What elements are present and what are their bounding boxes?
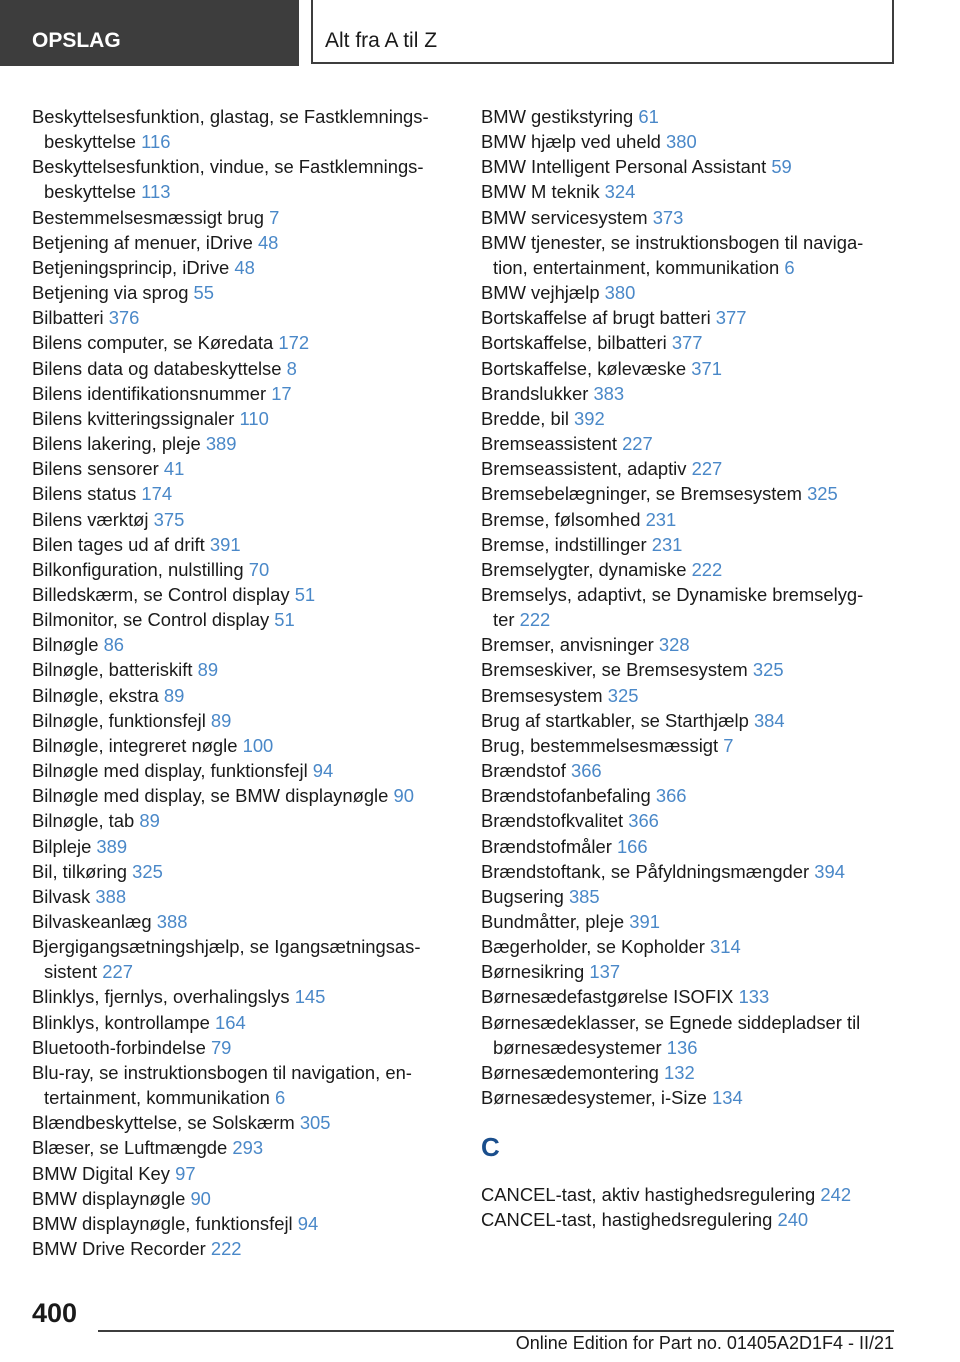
entry-page-link[interactable]: 132 xyxy=(664,1061,695,1083)
index-entry xyxy=(32,280,452,305)
index-entry xyxy=(32,984,452,1009)
index-entry xyxy=(32,733,452,758)
entry-text: Bilens data og databeskyttelse xyxy=(32,357,282,379)
entry-text: Bilvask xyxy=(32,885,91,907)
index-entry xyxy=(32,557,452,582)
index-entry xyxy=(481,783,901,808)
entry-text: Bil, tilkøring xyxy=(32,860,128,882)
entry-page-link[interactable]: 166 xyxy=(616,835,648,857)
index-entry xyxy=(481,708,901,733)
index-entry xyxy=(32,305,452,330)
entry-page-link[interactable]: 325 xyxy=(132,860,163,882)
index-entry xyxy=(481,179,901,204)
entry-text: Børnesædefastgørelse ISOFIX xyxy=(481,986,734,1008)
index-entry xyxy=(32,859,452,884)
index-entry xyxy=(32,1211,452,1236)
entry-page-link[interactable]: 134 xyxy=(712,1087,743,1109)
entry-text: Bortskaffelse af brugt batteri xyxy=(481,307,711,329)
entry-page-link[interactable]: 116 xyxy=(141,131,171,153)
header-section-tab xyxy=(0,0,299,66)
entry-page-link[interactable]: 6 xyxy=(275,1087,286,1109)
entry-page-link[interactable]: 110 xyxy=(239,407,269,429)
entry-page-link[interactable]: 79 xyxy=(210,1036,232,1058)
entry-text: BMW Intelligent Personal Assistant xyxy=(481,156,767,178)
entry-page-link[interactable]: 373 xyxy=(652,206,684,228)
entry-text: Børnesikring xyxy=(481,961,585,983)
index-entry xyxy=(481,1085,901,1110)
entry-text: BMW M teknik xyxy=(481,181,600,203)
entry-text: Bilnøgle, integreret nøgle xyxy=(32,734,238,756)
entry-text: Brug, bestemmelsesmæssigt xyxy=(481,734,719,756)
entry-page-link[interactable]: 389 xyxy=(96,835,128,857)
entry-page-link[interactable]: 388 xyxy=(156,911,188,932)
entry-page-link[interactable]: 51 xyxy=(294,583,316,605)
entry-text: Brændstof xyxy=(481,760,566,782)
entry-page-link[interactable]: 86 xyxy=(103,634,125,656)
entry-text: Betjening af menuer, iDrive xyxy=(32,231,253,253)
index-entry xyxy=(32,431,452,456)
entry-text: Bremse, indstillinger xyxy=(481,533,647,555)
entry-page-link[interactable]: 227 xyxy=(102,961,133,983)
entry-page-link[interactable]: 89 xyxy=(210,709,232,731)
entry-page-link[interactable]: 41 xyxy=(163,458,185,480)
index-entry xyxy=(481,481,901,506)
index-entry xyxy=(32,657,452,682)
index-entry xyxy=(481,808,901,833)
index-entry xyxy=(481,381,901,406)
index-entry xyxy=(481,431,901,456)
entry-page-link[interactable]: 375 xyxy=(153,508,185,530)
index-entry xyxy=(32,632,452,657)
header-title: Alt fra A til Z xyxy=(325,29,438,52)
entry-text: BMW gestikstyring xyxy=(481,106,634,127)
entry-page-link[interactable]: 137 xyxy=(589,961,621,983)
entry-page-link[interactable]: 392 xyxy=(574,407,605,429)
index-entry xyxy=(32,934,452,984)
entry-text: Betjeningsprincip, iDrive xyxy=(32,256,230,278)
entry-page-link[interactable]: 325 xyxy=(752,659,784,681)
entry-page-link[interactable]: 391 xyxy=(629,911,660,932)
entry-text-continued: ter xyxy=(493,609,515,631)
index-entry xyxy=(481,557,901,582)
index-entry xyxy=(32,481,452,506)
entry-page-link[interactable]: 366 xyxy=(655,785,687,807)
entry-text: Brandslukker xyxy=(481,382,589,404)
entry-page-link[interactable]: 59 xyxy=(771,156,792,178)
header-title-box xyxy=(311,0,894,64)
index-entry xyxy=(481,205,901,230)
entry-page-link[interactable]: 113 xyxy=(141,181,171,203)
section-letter-heading: C xyxy=(481,1132,500,1163)
entry-text: BMW servicesystem xyxy=(481,206,648,228)
index-entry xyxy=(481,582,901,632)
entry-page-link[interactable]: 89 xyxy=(139,810,160,832)
entry-page-link[interactable]: 136 xyxy=(666,1036,698,1058)
index-entry xyxy=(481,104,901,129)
entry-page-link[interactable]: 293 xyxy=(232,1137,264,1159)
entry-text: Bilbatteri xyxy=(32,307,104,329)
index-entry xyxy=(481,984,901,1009)
entry-page-link[interactable]: 366 xyxy=(570,760,602,782)
entry-page-link[interactable]: 314 xyxy=(710,936,741,958)
entry-text: Børnesædemontering xyxy=(481,1061,659,1083)
index-entry xyxy=(481,758,901,783)
entry-page-link[interactable]: 94 xyxy=(297,1212,319,1234)
entry-page-link[interactable]: 17 xyxy=(271,382,292,404)
index-entry xyxy=(32,104,452,154)
entry-page-link[interactable]: 242 xyxy=(820,1184,852,1206)
index-entry xyxy=(32,1035,452,1060)
entry-page-link[interactable]: 174 xyxy=(141,483,173,505)
index-entry xyxy=(481,356,901,381)
entry-text: Bilnøgle, funktionsfejl xyxy=(32,709,206,731)
index-entry xyxy=(32,532,452,557)
entry-page-link[interactable]: 48 xyxy=(234,256,255,278)
index-entry xyxy=(481,406,901,431)
entry-page-link[interactable]: 94 xyxy=(312,760,334,782)
entry-page-link[interactable]: 7 xyxy=(723,734,734,756)
entry-text: Bilens status xyxy=(32,483,137,505)
index-entry xyxy=(32,1060,452,1110)
entry-text: Bestemmelsesmæssigt brug xyxy=(32,206,265,228)
entry-page-link[interactable]: 231 xyxy=(645,508,677,530)
index-entry xyxy=(32,255,452,280)
entry-text: Brændstofkvalitet xyxy=(481,810,624,832)
entry-text: Bremser, anvisninger xyxy=(481,634,654,656)
entry-page-link[interactable]: 227 xyxy=(622,433,653,455)
index-entry xyxy=(481,507,901,532)
entry-text: Blændbeskyttelse, se Solskærm xyxy=(32,1112,295,1134)
entry-text: BMW displaynøgle xyxy=(32,1187,186,1209)
entry-text: Brug af startkabler, se Starthjælp xyxy=(481,709,749,731)
entry-page-link[interactable]: 231 xyxy=(651,533,683,555)
index-entry xyxy=(32,834,452,859)
index-entry xyxy=(32,1236,452,1261)
index-entry xyxy=(32,456,452,481)
index-entry xyxy=(32,1161,452,1186)
index-entry xyxy=(32,708,452,733)
entry-text-continued: børnesædesystemer xyxy=(493,1036,662,1058)
index-entry xyxy=(481,909,901,934)
entry-text: Bremsebelægninger, se Bremsesystem xyxy=(481,483,802,505)
entry-text-continued: sistent xyxy=(44,961,98,983)
entry-text: Bortskaffelse, kølevæske xyxy=(481,357,687,379)
index-entry xyxy=(481,230,901,280)
entry-text: Bremseassistent xyxy=(481,433,617,455)
entry-text: BMW displaynøgle, funktionsfejl xyxy=(32,1212,293,1234)
entry-page-link[interactable]: 376 xyxy=(108,307,140,329)
entry-text: Beskyttelsesfunktion, vindue, se Fastklemnings- xyxy=(32,156,424,178)
entry-page-link[interactable]: 48 xyxy=(257,231,279,253)
index-entry xyxy=(481,280,901,305)
entry-text: Bilens værktøj xyxy=(32,508,149,530)
entry-text: Bilkonfiguration, nulstilling xyxy=(32,558,244,580)
entry-page-link[interactable]: 305 xyxy=(299,1112,331,1134)
entry-text: Bilvaskeanlæg xyxy=(32,911,152,932)
footer-edition: Online Edition for Part no. 01405A2D1F4 - II/21 xyxy=(515,1333,894,1353)
entry-text: BMW tjenester, se instruktionsbogen til naviga- xyxy=(481,231,864,253)
index-entry xyxy=(481,1060,901,1085)
entry-text: Bilnøgle xyxy=(32,634,99,656)
entry-page-link[interactable]: 366 xyxy=(628,810,659,832)
entry-page-link[interactable]: 380 xyxy=(666,131,697,153)
entry-page-link[interactable]: 227 xyxy=(691,458,723,480)
entry-text: Bremsesystem xyxy=(481,684,603,706)
entry-page-link[interactable]: 377 xyxy=(715,307,747,329)
index-entry xyxy=(481,330,901,355)
entry-page-link[interactable]: 70 xyxy=(248,558,270,580)
entry-page-link[interactable]: 388 xyxy=(95,885,127,907)
entry-text: Bilnøgle, ekstra xyxy=(32,684,159,706)
entry-text: Børnesædesystemer, i-Size xyxy=(481,1087,707,1109)
index-entry xyxy=(32,1135,452,1160)
entry-text: Bremseassistent, adaptiv xyxy=(481,458,687,480)
index-entry xyxy=(481,683,901,708)
entry-text: Bundmåtter, pleje xyxy=(481,911,625,932)
index-entry xyxy=(481,1207,901,1232)
entry-text: BMW Digital Key xyxy=(32,1162,170,1184)
entry-text: Bilen tages ud af drift xyxy=(32,533,205,555)
entry-text: Bilnøgle, tab xyxy=(32,810,135,832)
entry-page-link[interactable]: 371 xyxy=(691,357,722,379)
index-entry xyxy=(32,356,452,381)
entry-page-link[interactable]: 222 xyxy=(519,609,551,631)
entry-text: Bortskaffelse, bilbatteri xyxy=(481,332,667,354)
index-entry xyxy=(481,884,901,909)
entry-page-link[interactable]: 55 xyxy=(193,282,215,304)
entry-text: Bugsering xyxy=(481,885,564,907)
entry-page-link[interactable]: 89 xyxy=(163,684,185,706)
index-entry xyxy=(32,205,452,230)
index-entry xyxy=(481,959,901,984)
entry-page-link[interactable]: 394 xyxy=(814,860,845,882)
entry-page-link[interactable]: 97 xyxy=(175,1162,196,1184)
index-entry xyxy=(481,532,901,557)
entry-text: Brændstofmåler xyxy=(481,835,612,857)
entry-text: BMW vejhjælp xyxy=(481,282,600,304)
entry-page-link[interactable]: 222 xyxy=(691,558,723,580)
index-entry xyxy=(32,607,452,632)
entry-page-link[interactable]: 385 xyxy=(568,885,600,907)
entry-page-link[interactable]: 145 xyxy=(294,986,326,1008)
index-entry xyxy=(32,1110,452,1135)
index-entry xyxy=(32,808,452,833)
entry-text: Bilnøgle med display, funktionsfejl xyxy=(32,760,308,782)
entry-page-link[interactable]: 61 xyxy=(638,106,659,127)
index-entry xyxy=(481,1010,901,1060)
page-number: 400 xyxy=(32,1298,78,1328)
index-entry xyxy=(481,305,901,330)
index-entry xyxy=(32,507,452,532)
header-section-label: OPSLAG xyxy=(32,29,121,52)
index-entry xyxy=(481,834,901,859)
index-entry xyxy=(32,909,452,934)
entry-text: Blinklys, kontrollampe xyxy=(32,1011,210,1033)
entry-page-link[interactable]: 325 xyxy=(607,684,639,706)
index-entry xyxy=(32,783,452,808)
entry-page-link[interactable]: 377 xyxy=(671,332,703,354)
entry-page-link[interactable]: 391 xyxy=(209,533,241,555)
entry-text: Bægerholder, se Kopholder xyxy=(481,936,705,958)
entry-text: Billedskærm, se Control display xyxy=(32,583,290,605)
entry-page-link[interactable]: 240 xyxy=(777,1209,809,1231)
entry-text: BMW hjælp ved uheld xyxy=(481,131,661,153)
index-entry xyxy=(32,1186,452,1211)
entry-text: Bilmonitor, se Control display xyxy=(32,609,270,631)
index-entry xyxy=(32,154,452,204)
entry-text: Blu-ray, se instruktionsbogen til navigation, en- xyxy=(32,1061,412,1083)
entry-text: Bilnøgle med display, se BMW displaynøgle xyxy=(32,785,389,807)
entry-page-link[interactable]: 380 xyxy=(604,282,636,304)
entry-text: Bilens identifikationsnummer xyxy=(32,382,267,404)
entry-text: Bremseskiver, se Bremsesystem xyxy=(481,659,748,681)
index-entry xyxy=(481,456,901,481)
entry-page-link[interactable]: 328 xyxy=(658,634,690,656)
entry-page-link[interactable]: 133 xyxy=(738,986,770,1008)
entry-page-link[interactable]: 51 xyxy=(274,609,295,631)
entry-page-link[interactable]: 6 xyxy=(784,256,795,278)
entry-text-continued: beskyttelse xyxy=(44,181,136,203)
index-entry xyxy=(32,1010,452,1035)
entry-page-link[interactable]: 89 xyxy=(197,659,219,681)
entry-text: Bluetooth-forbindelse xyxy=(32,1036,206,1058)
entry-text: Blæser, se Luftmængde xyxy=(32,1137,228,1159)
entry-page-link[interactable]: 222 xyxy=(210,1238,242,1260)
entry-text-continued: tertainment, kommunikation xyxy=(44,1087,270,1109)
entry-text: BMW Drive Recorder xyxy=(32,1238,206,1260)
entry-text: Blinklys, fjernlys, overhalingslys xyxy=(32,986,290,1008)
index-column-right xyxy=(481,104,901,1233)
index-entry xyxy=(481,733,901,758)
entry-text: CANCEL-tast, hastighedsregulering xyxy=(481,1209,773,1231)
entry-text: Bilpleje xyxy=(32,835,92,857)
entry-text: Brændstoftank, se Påfyldningsmængder xyxy=(481,860,810,882)
index-entry xyxy=(481,632,901,657)
index-entry xyxy=(481,934,901,959)
entry-text-continued: beskyttelse xyxy=(44,131,136,153)
index-entry xyxy=(481,154,901,179)
footer-divider xyxy=(98,1330,894,1332)
entry-text: Bjergigangsætningshjælp, se Igangsætningsas- xyxy=(32,936,421,958)
entry-text: Bilens sensorer xyxy=(32,458,159,480)
entry-page-link[interactable]: 90 xyxy=(393,785,414,807)
entry-text: CANCEL-tast, aktiv hastighedsregulering xyxy=(481,1184,816,1206)
index-entry xyxy=(32,381,452,406)
index-column-left xyxy=(32,104,452,1261)
entry-text: Betjening via sprog xyxy=(32,282,189,304)
index-entry xyxy=(481,129,901,154)
index-entry xyxy=(481,657,901,682)
entry-text: Bremselygter, dynamiske xyxy=(481,558,687,580)
index-entry xyxy=(32,582,452,607)
entry-page-link[interactable]: 164 xyxy=(214,1011,246,1033)
index-entry xyxy=(481,859,901,884)
entry-page-link[interactable]: 389 xyxy=(205,433,237,455)
entry-text: Brændstofanbefaling xyxy=(481,785,651,807)
entry-page-link[interactable]: 383 xyxy=(593,382,625,404)
entry-text: Bredde, bil xyxy=(481,407,569,429)
entry-text: Børnesædeklasser, se Egnede siddepladser til xyxy=(481,1011,861,1033)
entry-page-link[interactable]: 100 xyxy=(242,734,274,756)
index-entry xyxy=(32,758,452,783)
index-entry xyxy=(32,406,452,431)
entry-page-link[interactable]: 172 xyxy=(278,332,310,354)
entry-text: Bremselys, adaptivt, se Dynamiske bremselyg- xyxy=(481,583,864,605)
entry-text: Beskyttelsesfunktion, glastag, se Fastklemnings- xyxy=(32,106,429,127)
index-entry xyxy=(32,683,452,708)
entry-page-link[interactable]: 384 xyxy=(753,709,785,731)
entry-text: Bilnøgle, batteriskift xyxy=(32,659,193,681)
entry-text: Bilens lakering, pleje xyxy=(32,433,201,455)
entry-page-link[interactable]: 8 xyxy=(286,357,297,379)
index-entry xyxy=(32,330,452,355)
index-entry xyxy=(481,1182,901,1207)
entry-text-continued: tion, entertainment, kommunikation xyxy=(493,256,780,278)
entry-page-link[interactable]: 7 xyxy=(269,206,280,228)
entry-text: Bilens computer, se Køredata xyxy=(32,332,274,354)
entry-text: Bilens kvitteringssignaler xyxy=(32,407,235,429)
index-entry xyxy=(32,230,452,255)
index-entry xyxy=(32,884,452,909)
entry-page-link[interactable]: 325 xyxy=(807,483,838,505)
entry-text: Bremse, følsomhed xyxy=(481,508,641,530)
entry-page-link[interactable]: 90 xyxy=(190,1187,211,1209)
entry-page-link[interactable]: 324 xyxy=(604,181,636,203)
